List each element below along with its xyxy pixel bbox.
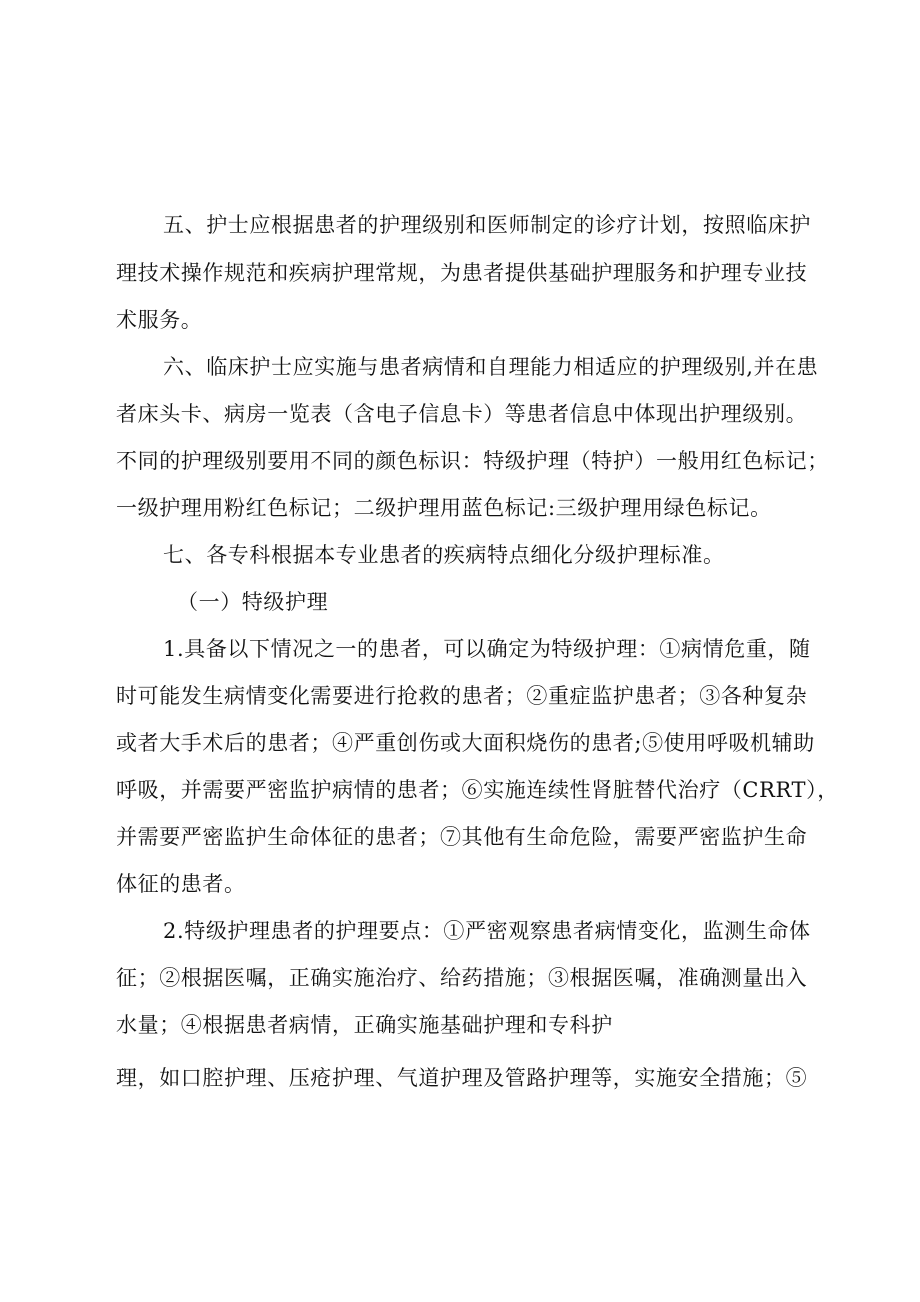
item-1-line-1: 1.具备以下情况之一的患者，可以确定为特级护理：①病情危重，随	[163, 637, 811, 661]
item-2-line-3: 水量；④根据患者病情，正确实施基础护理和专科护	[116, 1013, 613, 1037]
item-2-line-1: 2.特级护理患者的护理要点：①严密观察患者病情变化，监测生命体	[163, 919, 811, 943]
item-2-line-2: 征；②根据医嘱，正确实施治疗、给药措施；③根据医嘱，准确测量出入	[116, 966, 808, 990]
paragraph-6-line-3: 不同的护理级别要用不同的颜色标识：特级护理（特护）一般用红色标记；	[116, 449, 829, 473]
section-heading-special-care: （一）特级护理	[177, 590, 329, 614]
item-1-line-4: 呼吸，并需要严密监护病情的患者；⑥实施连续性肾脏替代治疗（CRRT），	[116, 778, 839, 802]
item-1-line-6: 体征的患者。	[116, 872, 246, 896]
paragraph-5-line-3: 术服务。	[116, 308, 203, 332]
paragraph-5-line-1: 五、护士应根据患者的护理级别和医师制定的诊疗计划，按照临床护	[163, 213, 811, 237]
paragraph-6-line-1: 六、临床护士应实施与患者病情和自理能力相适应的护理级别,并在患	[163, 355, 819, 379]
paragraph-6-line-2: 者床头卡、病房一览表（含电子信息卡）等患者信息中体现出护理级别。	[116, 402, 808, 426]
paragraph-5-line-2: 理技术操作规范和疾病护理常规，为患者提供基础护理服务和护理专业技	[116, 261, 808, 285]
item-1-line-2: 时可能发生病情变化需要进行抢救的患者；②重症监护患者；③各种复杂	[116, 684, 808, 708]
item-2-line-4: 理，如口腔护理、压疮护理、气道护理及管路护理等，实施安全措施；⑤	[116, 1066, 808, 1090]
item-1-line-3: 或者大手术后的患者；④严重创伤或大面积烧伤的患者;⑤使用呼吸机辅助	[116, 731, 815, 755]
paragraph-6-line-4: 一级护理用粉红色标记；二级护理用蓝色标记:三级护理用绿色标记。	[116, 496, 772, 520]
item-1-line-5: 并需要严密监护生命体征的患者；⑦其他有生命危险，需要严密监护生命	[116, 825, 808, 849]
paragraph-7-line-1: 七、各专科根据本专业患者的疾病特点细化分级护理标准。	[163, 543, 725, 567]
